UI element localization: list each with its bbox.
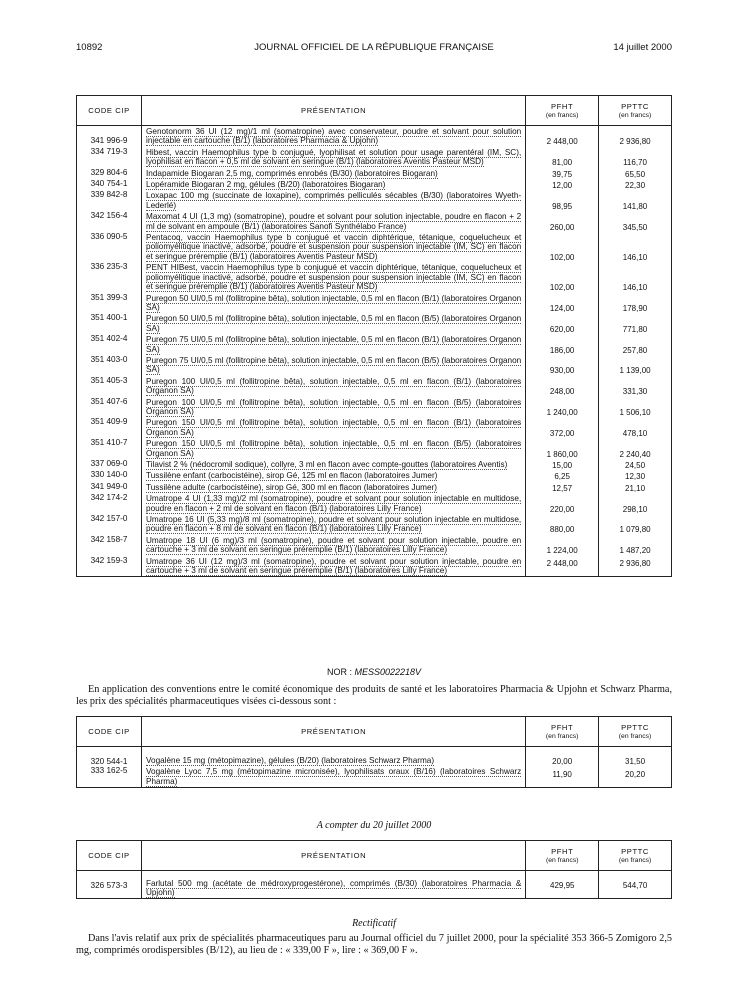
presentation: Umatrope 4 UI (1,33 mg)/2 ml (somatropine), poudre et solvant pour solution injectable en multidose, poudre en flacon + 2 ml de solvant en flacon (B/1) (laboratoires Lilly France): [142, 493, 526, 514]
nor-value: MESS0022218V: [354, 667, 422, 677]
cip-code: 351 399-3: [77, 293, 142, 314]
cip-code: 341 949-0: [77, 482, 142, 493]
table-row: [77, 262, 672, 292]
ppttc-price: 345,50: [599, 211, 672, 232]
section-heading: A compter du 20 juillet 2000: [316, 820, 432, 831]
cip-code: 336 235-3: [77, 262, 142, 292]
table-row: [77, 179, 672, 190]
cip-code: 351 409-9: [77, 417, 142, 438]
ppttc-price: 65,50: [599, 168, 672, 179]
pfht-price: 81,00: [526, 147, 599, 168]
table-header-row: [77, 717, 672, 747]
table-row: [77, 871, 672, 899]
pfht-price: 20,00: [526, 747, 599, 767]
pfht-price: 186,00: [526, 334, 599, 355]
ppttc-price: 178,90: [599, 293, 672, 314]
presentation: Puregon 100 UI/0,5 ml (follitropine bêta), solution injectable, 0,5 ml en flacon (B/5) (laboratoires Organon SA): [142, 397, 526, 418]
presentation: Umatrope 36 UI (12 mg)/3 ml (somatropine), poudre et solvant pour solution injectable, poudre en cartouche + 3 ml de solvant en seringue préremplie (B/1) (laboratoires Lilly France): [142, 556, 526, 577]
cip-code: 326 573-3: [77, 871, 142, 899]
pfht-price: 620,00: [526, 313, 599, 334]
table-row: [77, 313, 672, 334]
table-row: [77, 470, 672, 481]
pfht-price: 429,95: [526, 871, 599, 899]
pfht-price: 1 224,00: [526, 535, 599, 556]
ppttc-price: 257,80: [599, 334, 672, 355]
cip-code: 342 174-2: [77, 493, 142, 514]
ppttc-price: 771,80: [599, 313, 672, 334]
presentation: Vogalène 15 mg (métopimazine), gélules (B/20) (laboratoires Schwarz Pharma): [142, 747, 526, 767]
presentation: Tussilène adulte (carbocistéine), sirop Gé, 300 ml en flacon (laboratoires Jumer): [142, 482, 526, 493]
cip-code: 351 402-4: [77, 334, 142, 355]
pfht-price: 98,95: [526, 190, 599, 211]
price-table-3: [76, 840, 672, 899]
ppttc-price: 12,30: [599, 470, 672, 481]
cip-code: 333 162-5: [77, 766, 142, 787]
table-row: [77, 211, 672, 232]
pfht-price: 2 448,00: [526, 126, 599, 147]
ppttc-price: 1 487,20: [599, 535, 672, 556]
ppttc-price: 1 079,80: [599, 514, 672, 535]
table-row: [77, 493, 672, 514]
pfht-price: 15,00: [526, 459, 599, 470]
ppttc-price: 20,20: [599, 766, 672, 787]
presentation: Genotonorm 36 UI (12 mg)/1 ml (somatropine) avec conservateur, poudre et solvant pour solution injectable en cartouche (B/1) (laboratoires Pharmacia & Upjohn): [142, 126, 526, 147]
presentation: Lopéramide Biogaran 2 mg, gélules (B/20) (laboratoires Biogaran): [142, 179, 526, 190]
cip-code: 351 410-7: [77, 438, 142, 459]
cip-code: 336 090-5: [77, 232, 142, 262]
table-header-row: [77, 841, 672, 871]
pfht-price: 11,90: [526, 766, 599, 787]
table-header-row: [77, 96, 672, 126]
col-code-header: CODE CIP: [77, 841, 142, 871]
application-paragraph: En application des conventions entre le comité économique des produits de santé et les laboratoires Pharmacia & Upjohn et Schwarz Pharma, les prix des spécialités pharmaceutiques visées ci-dessous sont :: [76, 684, 672, 707]
table-row: [77, 438, 672, 459]
price-table-2: [76, 716, 672, 788]
cip-code: 342 156-4: [77, 211, 142, 232]
cip-code: 337 069-0: [77, 459, 142, 470]
journal-title: JOURNAL OFFICIEL DE LA RÉPUBLIQUE FRANÇAISE: [254, 42, 494, 53]
ppttc-price: 1 506,10: [599, 397, 672, 418]
presentation: Puregon 75 UI/0,5 ml (follitropine bêta), solution injectable, 0,5 ml en flacon (B/1) (laboratoires Organon SA): [142, 334, 526, 355]
presentation: Puregon 50 UI/0,5 ml (follitropine bêta), solution injectable, 0,5 ml en flacon (B/1) (laboratoires Organon SA): [142, 293, 526, 314]
pfht-price: 220,00: [526, 493, 599, 514]
col-ppttc-header: PPTTC (en francs): [599, 841, 672, 871]
cip-code: 341 996-9: [77, 126, 142, 147]
pfht-price: 124,00: [526, 293, 599, 314]
ppttc-price: 24,50: [599, 459, 672, 470]
presentation: Umatrope 18 UI (6 mg)/3 ml (somatropine), poudre et solvant pour solution injectable, poudre en cartouche + 3 ml de solvant en seringue préremplie (B/1) (laboratoires Lilly France): [142, 535, 526, 556]
table-row: [77, 535, 672, 556]
table-row: [77, 747, 672, 767]
pfht-price: 880,00: [526, 514, 599, 535]
col-presentation-header: PRÉSENTATION: [142, 717, 526, 747]
table-row: [77, 514, 672, 535]
pfht-price: 102,00: [526, 232, 599, 262]
pfht-price: 2 448,00: [526, 556, 599, 577]
table-row: [77, 126, 672, 147]
ppttc-price: 1 139,00: [599, 355, 672, 376]
presentation: Loxapac 100 mg (succinate de loxapine), comprimés pelliculés sécables (B/30) (laboratoires Wyeth-Lederlé): [142, 190, 526, 211]
ppttc-price: 2 936,80: [599, 556, 672, 577]
presentation: Hibest, vaccin Haemophilus type b conjugué, lyophilisat et solution pour usage parentéral (IM, SC), lyophilisat en flacon + 0,5 ml de solvant en seringue (B/1) (laboratoires Aventis Pasteur MSD): [142, 147, 526, 168]
nor-reference: [76, 667, 672, 677]
table-row: [77, 397, 672, 418]
presentation: Umatrope 16 UI (5,33 mg)/8 ml (somatropine), poudre et solvant pour solution injectable en multidose, poudre en flacon + 8 ml de solvant en flacon (B/1) (laboratoires Lilly France): [142, 514, 526, 535]
table-row: [77, 232, 672, 262]
pfht-price: 6,25: [526, 470, 599, 481]
ppttc-price: 21,10: [599, 482, 672, 493]
rectificatif-text: Dans l'avis relatif aux prix de spécialités pharmaceutiques paru au Journal officiel du 7 juillet 2000, pour la spécialité 353 366-5 Zomigoro 2,5 mg, comprimés orodispersibles (B/12), au lieu de : « 339,00 F », lire : « 369,00 F ».: [76, 933, 672, 956]
table-row: [77, 556, 672, 577]
col-code-header: CODE CIP: [77, 96, 142, 126]
table-row: [77, 376, 672, 397]
ppttc-price: 331,30: [599, 376, 672, 397]
cip-code: 351 405-3: [77, 376, 142, 397]
page-number: 10892: [76, 42, 103, 53]
presentation: Indapamide Biogaran 2,5 mg, comprimés enrobés (B/30) (laboratoires Biogaran): [142, 168, 526, 179]
table-row: [77, 190, 672, 211]
cip-code: 320 544-1: [77, 747, 142, 767]
ppttc-price: 2 936,80: [599, 126, 672, 147]
ppttc-price: 146,10: [599, 232, 672, 262]
ppttc-price: 544,70: [599, 871, 672, 899]
presentation: Maxomat 4 UI (1,3 mg) (somatropine), poudre et solvant pour solution injectable, poudre en flacon + 2 ml de solvant en ampoule (B/1) (laboratoires Sanofi Synthélabo France): [142, 211, 526, 232]
table-row: [77, 482, 672, 493]
presentation: Farlutal 500 mg (acétate de médroxyprogestérone), comprimés (B/30) (laboratoires Pharmacia & Upjohn): [141, 871, 525, 899]
pfht-price: 102,00: [526, 262, 599, 292]
table-row: [77, 417, 672, 438]
presentation: Tussilène enfant (carbocistéine), sirop Gé, 125 ml en flacon (laboratoires Jumer): [142, 470, 526, 481]
cip-code: 329 804-6: [77, 168, 142, 179]
presentation: Tilavist 2 % (nédocromil sodique), collyre, 3 ml en flacon avec compte-gouttes (laboratoires Aventis): [142, 459, 526, 470]
cip-code: 340 754-1: [77, 179, 142, 190]
col-pfht-header: PFHT (en francs): [526, 841, 599, 871]
table-row: [77, 766, 672, 787]
rectificatif-title: Rectificatif: [352, 918, 396, 929]
ppttc-price: 116,70: [599, 147, 672, 168]
pfht-price: 248,00: [526, 376, 599, 397]
col-presentation-header: PRÉSENTATION: [141, 841, 525, 871]
pfht-price: 1 240,00: [526, 397, 599, 418]
page-header: [76, 42, 672, 56]
table-row: [77, 459, 672, 470]
col-pfht-header: PFHT (en francs): [526, 96, 599, 126]
table-row: [77, 355, 672, 376]
presentation: Puregon 150 UI/0,5 ml (follitropine bêta), solution injectable, 0,5 ml en flacon (B/5) (laboratoires Organon SA): [142, 438, 526, 459]
cip-code: 342 159-3: [77, 556, 142, 577]
cip-code: 339 842-8: [77, 190, 142, 211]
col-pfht-header: PFHT (en francs): [526, 717, 599, 747]
presentation: PENT HIBest, vaccin Haemophilus type b conjugué et vaccin diphtérique, tétanique, coquelucheux et poliomyélitique inactivé, adsorbé, poudre et suspension pour suspension injectable (IM, SC) en flacon et seringue préremplie (B/1) (laboratoires Aventis Pasteur MSD): [142, 262, 526, 292]
cip-code: 351 407-6: [77, 397, 142, 418]
cip-code: 351 400-1: [77, 313, 142, 334]
price-table-1: [76, 95, 672, 577]
table-row: [77, 293, 672, 314]
ppttc-price: 141,80: [599, 190, 672, 211]
presentation: Puregon 50 UI/0,5 ml (follitropine bêta), solution injectable, 0,5 ml en flacon (B/5) (laboratoires Organon SA): [142, 313, 526, 334]
col-code-header: CODE CIP: [77, 717, 142, 747]
ppttc-price: 478,10: [599, 417, 672, 438]
ppttc-price: 31,50: [599, 747, 672, 767]
pfht-price: 930,00: [526, 355, 599, 376]
cip-code: 342 158-7: [77, 535, 142, 556]
presentation: Puregon 75 UI/0,5 ml (follitropine bêta), solution injectable, 0,5 ml en flacon (B/5) (laboratoires Organon SA): [142, 355, 526, 376]
pfht-price: 39,75: [526, 168, 599, 179]
table-row: [77, 168, 672, 179]
pfht-price: 12,57: [526, 482, 599, 493]
cip-code: 330 140-0: [77, 470, 142, 481]
pfht-price: 260,00: [526, 211, 599, 232]
pfht-price: 1 860,00: [526, 438, 599, 459]
ppttc-price: 298,10: [599, 493, 672, 514]
presentation: Puregon 150 UI/0,5 ml (follitropine bêta), solution injectable, 0,5 ml en flacon (B/1) (laboratoires Organon SA): [142, 417, 526, 438]
col-presentation-header: PRÉSENTATION: [142, 96, 526, 126]
pfht-price: 12,00: [526, 179, 599, 190]
ppttc-price: 146,10: [599, 262, 672, 292]
pfht-price: 372,00: [526, 417, 599, 438]
presentation: Pentacoq, vaccin Haemophilus type b conjugué et vaccin diphtérique, tétanique, coquelucheux et poliomyélitique inactivé, adsorbé, poudre et suspension pour suspension injectable (IM, SC) en flacon et seringue préremplie (B/1) (laboratoires Aventis Pasteur MSD): [142, 232, 526, 262]
ppttc-price: 2 240,40: [599, 438, 672, 459]
table-row: [77, 334, 672, 355]
col-ppttc-header: PPTTC (en francs): [599, 96, 672, 126]
ppttc-price: 22,30: [599, 179, 672, 190]
cip-code: 351 403-0: [77, 355, 142, 376]
table-row: [77, 147, 672, 168]
presentation: Puregon 100 UI/0,5 ml (follitropine bêta), solution injectable, 0,5 ml en flacon (B/1) (laboratoires Organon SA): [142, 376, 526, 397]
presentation: Vogalène Lyoc 7,5 mg (métopimazine micronisée), lyophilisats oraux (B/16) (laboratoires Schwarz Pharma): [142, 766, 526, 787]
nor-label: NOR :: [326, 667, 352, 677]
col-ppttc-header: PPTTC (en francs): [599, 717, 672, 747]
issue-date: 14 juillet 2000: [613, 42, 672, 53]
cip-code: 342 157-0: [77, 514, 142, 535]
cip-code: 334 719-3: [77, 147, 142, 168]
